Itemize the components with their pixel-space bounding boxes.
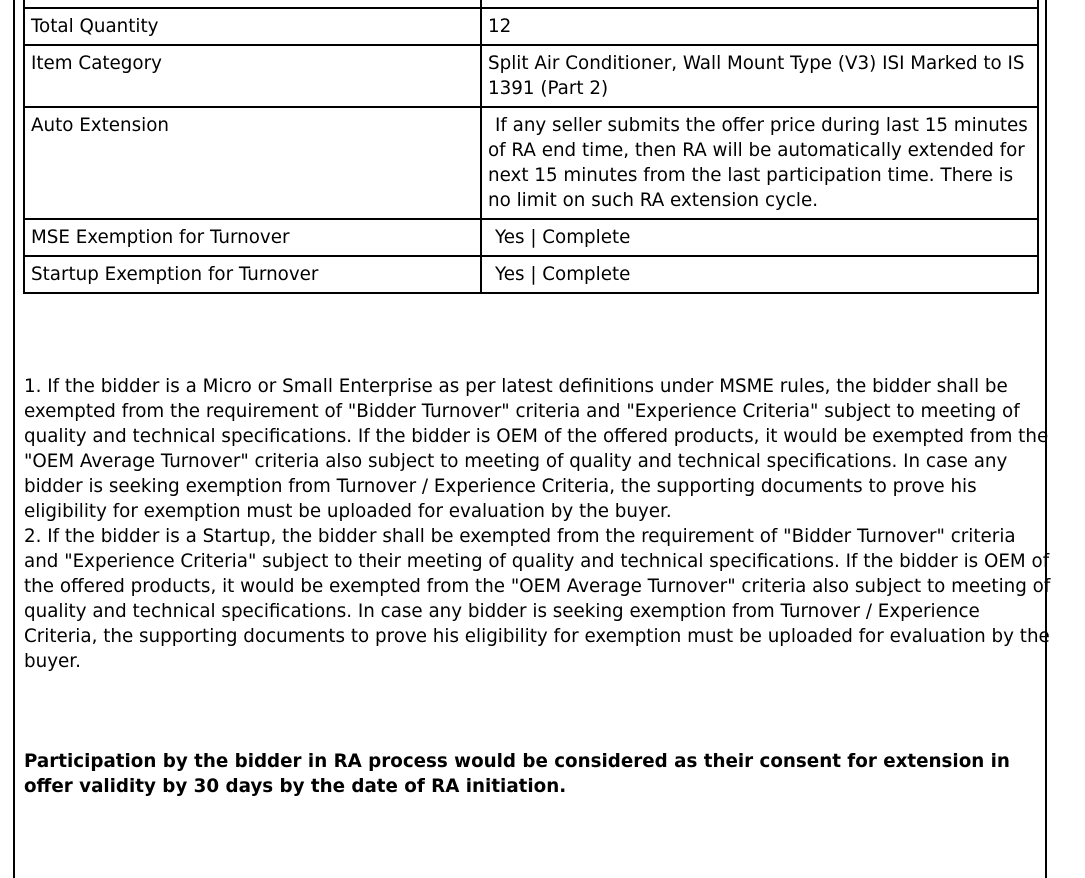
row-label — [24, 0, 481, 8]
item-category-value: Split Air Conditioner, Wall Mount Type (V3) ISI Marked to IS 1391 (Part 2) — [481, 45, 1038, 107]
note-startup-exemption: 2. If the bidder is a Startup, the bidder shall be exempted from the requirement of "Bidder Turnover" criteria and "Experience Criteria" subject to their meeting of quality and technical specifications. If the bidder is OEM of the offered products, it would be exempted from the "OEM Average Turnover" criteria also subject to meeting of quality and technical specifications. In case any bidder is seeking exemption from Turnover / Experience Criteria, the supporting documents to prove his eligibility for exemption must be uploaded for evaluation by the buyer. — [24, 526, 1051, 672]
note-mse-exemption: 1. If the bidder is a Micro or Small Enterprise as per latest definitions under MSME rules, the bidder shall be exempted from the requirement of "Bidder Turnover" criteria and "Experience Criteria" subject to meeting of quality and technical specifications. If the bidder is OEM of the offered products, it would be exempted from the "OEM Average Turnover" criteria also subject to meeting of quality and technical specifications. In case any bidder is seeking exemption from Turnover / Experience Criteria, the supporting documents to prove his eligibility for exemption must be uploaded for evaluation by the buyer. — [24, 376, 1049, 522]
item-category-label: Item Category — [24, 45, 481, 107]
table-row — [24, 107, 1038, 219]
auto-extension-text: If any seller submits the offer price during last 15 minutes of RA end time, then RA will be automatically extended for next 15 minutes from the last participation time. There is no limit on such RA extension cycle. — [488, 115, 1028, 211]
startup-exemption-value: Yes | Complete — [481, 256, 1038, 293]
total-quantity-label: Total Quantity — [24, 8, 481, 45]
table-row — [24, 0, 1038, 8]
mse-exemption-label: MSE Exemption for Turnover — [24, 219, 481, 256]
bid-details-table — [23, 0, 1039, 294]
exemption-notes — [24, 374, 1054, 674]
mse-exemption-value: Yes | Complete — [481, 219, 1038, 256]
startup-exemption-label: Startup Exemption for Turnover — [24, 256, 481, 293]
total-quantity-value: 12 — [481, 8, 1038, 45]
table-row — [24, 219, 1038, 256]
table-row — [24, 256, 1038, 293]
table-row — [24, 8, 1038, 45]
table-row — [24, 45, 1038, 107]
ra-consent-statement: Participation by the bidder in RA process would be considered as their consent for extension in offer validity by 30 days by the date of RA initiation. — [24, 751, 1010, 797]
auto-extension-label: Auto Extension — [24, 107, 481, 219]
row-value — [481, 0, 1038, 8]
auto-extension-value — [481, 107, 1038, 219]
